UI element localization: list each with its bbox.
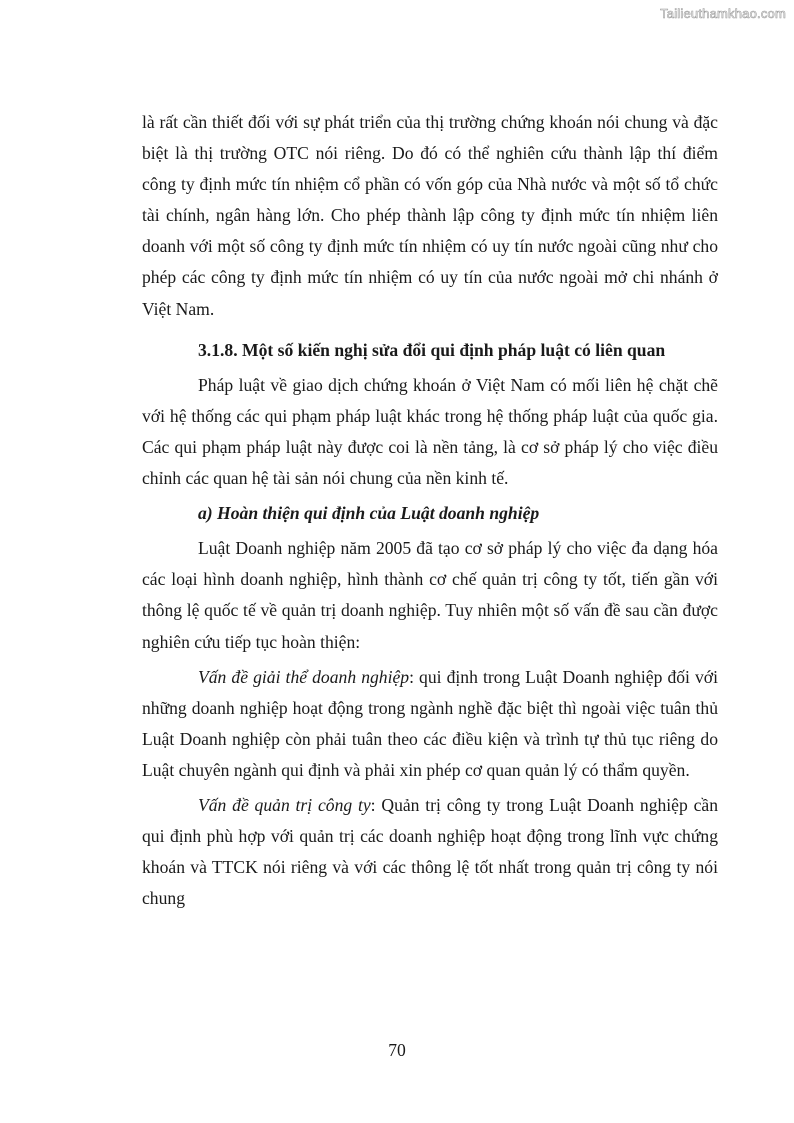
governance-text: : Quản trị công ty trong Luật Doanh nghiệp cần qui định phù hợp với quản trị các doanh nghiệp hoạt động trong lĩnh vực chứng khoán và TTCK nói riêng và với các thông lệ tốt nhất trong quản trị công ty nói chung (142, 794, 718, 909)
dissolution-lead: Vấn đề giải thể doanh nghiệp (198, 666, 410, 687)
subsection-heading: a) Hoàn thiện qui định của Luật doanh nghiệp (198, 503, 540, 524)
page-number: 70 (388, 1040, 406, 1060)
paragraph-governance (142, 790, 718, 914)
paragraph-enterprise-law: Luật Doanh nghiệp năm 2005 đã tạo cơ sở pháp lý cho việc đa dạng hóa các loại hình doanh nghiệp, hình thành cơ chế quản trị công ty tốt, tiến gần với thông lệ quốc tế về quản trị doanh nghiệp. Tuy nhiên một số vấn đề sau cần được nghiên cứu tiếp tục hoàn thiện: (142, 538, 718, 652)
paragraph-legal-framework: Pháp luật về giao dịch chứng khoán ở Việt Nam có mối liên hệ chặt chẽ với hệ thống các qui phạm pháp luật khác trong hệ thống pháp luật của quốc gia. Các qui phạm pháp luật này được coi là nền tảng, là cơ sở pháp lý cho việc điều chỉnh các quan hệ tài sản nói chung của nền kinh tế. (142, 374, 718, 489)
dissolution-text: : qui định trong Luật Doanh nghiệp đối với những doanh nghiệp hoạt động trong ngành nghề đặc biệt thì ngoài việc tuân thủ Luật Doanh nghiệp còn phải tuân theo các điều kiện và trình tự thủ tục riêng do Luật chuyên ngành qui định và phải xin phép cơ quan quản lý có thẩm quyền. (142, 666, 718, 780)
section-heading: 3.1.8. Một số kiến nghị sửa đổi qui định pháp luật có liên quan (198, 339, 666, 360)
governance-lead: Vấn đề quản trị công ty (198, 794, 371, 815)
paragraph-continuation: là rất cần thiết đối với sự phát triển của thị trường chứng khoán nói chung và đặc biệt là thị trường OTC nói riêng. Do đó có thể nghiên cứu thành lập thí điểm công ty định mức tín nhiệm cổ phần có vốn góp của Nhà nước và một số tổ chức tài chính, ngân hàng lớn. Cho phép thành lập công ty định mức tín nhiệm liên doanh với một số công ty định mức tín nhiệm có uy tín nước ngoài cũng như cho phép các công ty định mức tín nhiệm có uy tín của nước ngoài mở chi nhánh ở Việt Nam. (142, 112, 718, 319)
document-body (142, 107, 718, 914)
watermark-text: Tailieuthamkhao.com (660, 6, 786, 21)
paragraph-dissolution (142, 662, 718, 786)
